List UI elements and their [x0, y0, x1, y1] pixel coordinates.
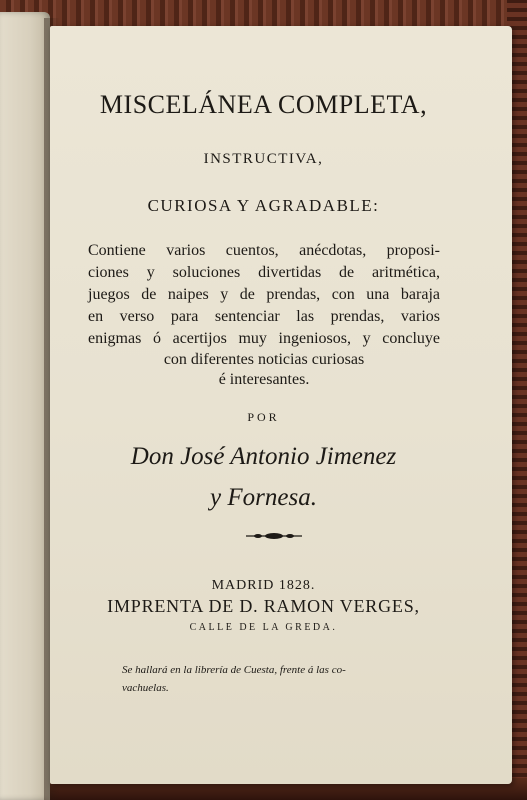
imprint-place-year: MADRID 1828. [211, 578, 316, 593]
left-page-edge [0, 12, 50, 800]
description-line: en verso para sentenciar las prendas, varios [88, 308, 440, 325]
imprint-street: CALLE DE LA GREDA. [189, 622, 338, 633]
sale-note-line: vachuelas. [122, 682, 169, 694]
book-title: MISCELÁNEA COMPLETA, [99, 90, 428, 119]
sale-note-line: Se hallará en la librería de Cuesta, frente á las co- [122, 664, 346, 676]
by-label: POR [247, 410, 280, 424]
description-line: con diferentes noticias curiosas [163, 351, 365, 368]
subtitle-curiosa: CURIOSA Y AGRADABLE: [147, 196, 380, 215]
author-name-line-2: y Fornesa. [210, 484, 317, 511]
description-line: juegos de naipes y de prendas, con una baraja [88, 286, 440, 303]
description-line: Contiene varios cuentos, anécdotas, proposi- [88, 242, 440, 259]
author-name-line-1: Don José Antonio Jimenez [130, 443, 397, 470]
description-line: ciones y soluciones divertidas de aritmética, [88, 264, 440, 281]
imprint-printer: IMPRENTA DE D. RAMON VERGES, [107, 596, 420, 616]
subtitle-instructiva: INSTRUCTIVA, [203, 151, 324, 167]
description-line: enigmas ó acertijos muy ingeniosos, y concluye [88, 330, 440, 347]
description-line: é interesantes. [218, 371, 310, 388]
ornament-divider-icon [244, 531, 304, 541]
